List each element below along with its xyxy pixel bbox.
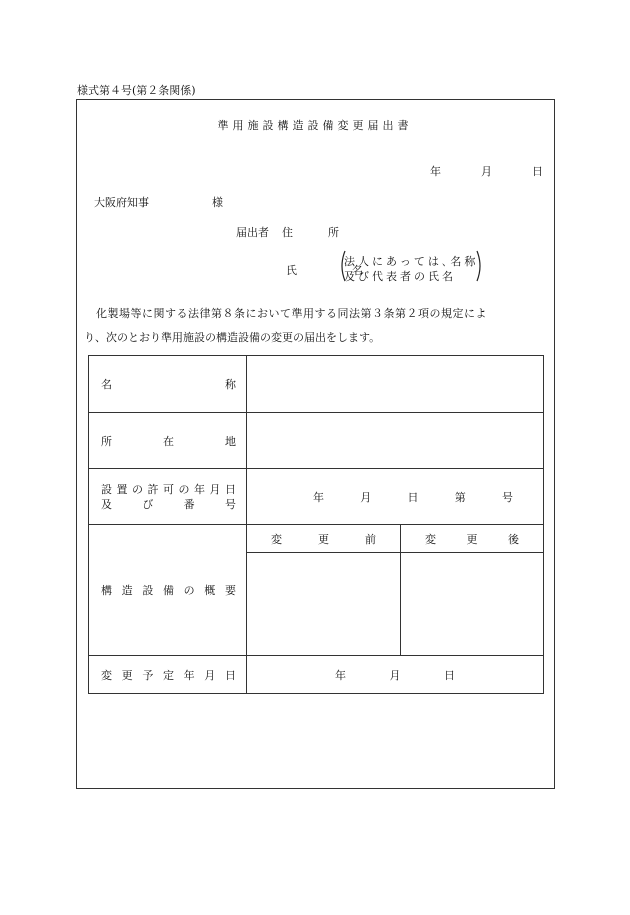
permit-label-cell: 設 置 の 許 可 の 年 月 日 及 び 番 号	[89, 469, 247, 525]
declaration-text	[84, 302, 550, 350]
honorific: 様	[212, 196, 223, 209]
corporate-note-line1: 法人にあっては､名称	[344, 255, 479, 268]
scheduled-value-cell[interactable]: 年 月 日	[247, 656, 544, 694]
date-day: 日	[532, 165, 543, 178]
addressee: 大阪府知事	[94, 196, 149, 209]
name-value-cell[interactable]	[247, 356, 544, 413]
row-scheduled	[89, 656, 544, 694]
name-label: 氏 名	[286, 264, 385, 277]
row-structure-head	[89, 525, 544, 553]
row-location	[89, 413, 544, 469]
location-label-cell: 所 在 地	[89, 413, 247, 469]
form-number-label: 様式第４号(第２条関係)	[77, 84, 196, 97]
name-label-cell: 名 称	[89, 356, 247, 413]
after-header-cell: 変 更 後	[401, 525, 544, 553]
scheduled-label-cell: 変 更 予 定 年 月 日	[89, 656, 247, 694]
submission-date	[430, 163, 543, 179]
location-value-cell[interactable]	[247, 413, 544, 469]
declaration-line-1: 化製場等に関する法律第８条において準用する同法第３条第２項の規定によ	[96, 307, 487, 320]
date-month: 月	[481, 165, 492, 178]
corporate-note-line2: 及び代表者の氏名	[344, 270, 456, 283]
structure-label-cell: 構 造 設 備 の 概 要	[89, 525, 247, 656]
before-header-cell: 変 更 前	[247, 525, 401, 553]
details-table	[88, 355, 544, 694]
date-year: 年	[430, 165, 441, 178]
form-title: 準用施設構造設備変更届出書	[217, 119, 413, 132]
permit-value-cell[interactable]: 年 月 日 第 号	[247, 469, 544, 525]
row-name	[89, 356, 544, 413]
before-value-cell[interactable]	[247, 553, 401, 656]
after-value-cell[interactable]	[401, 553, 544, 656]
row-permit	[89, 469, 544, 525]
address-label: 住 所	[282, 226, 351, 239]
notifier-label: 届出者	[236, 226, 269, 239]
declaration-line-2: り、次のとおり準用施設の構造設備の変更の届出をします。	[84, 331, 381, 344]
